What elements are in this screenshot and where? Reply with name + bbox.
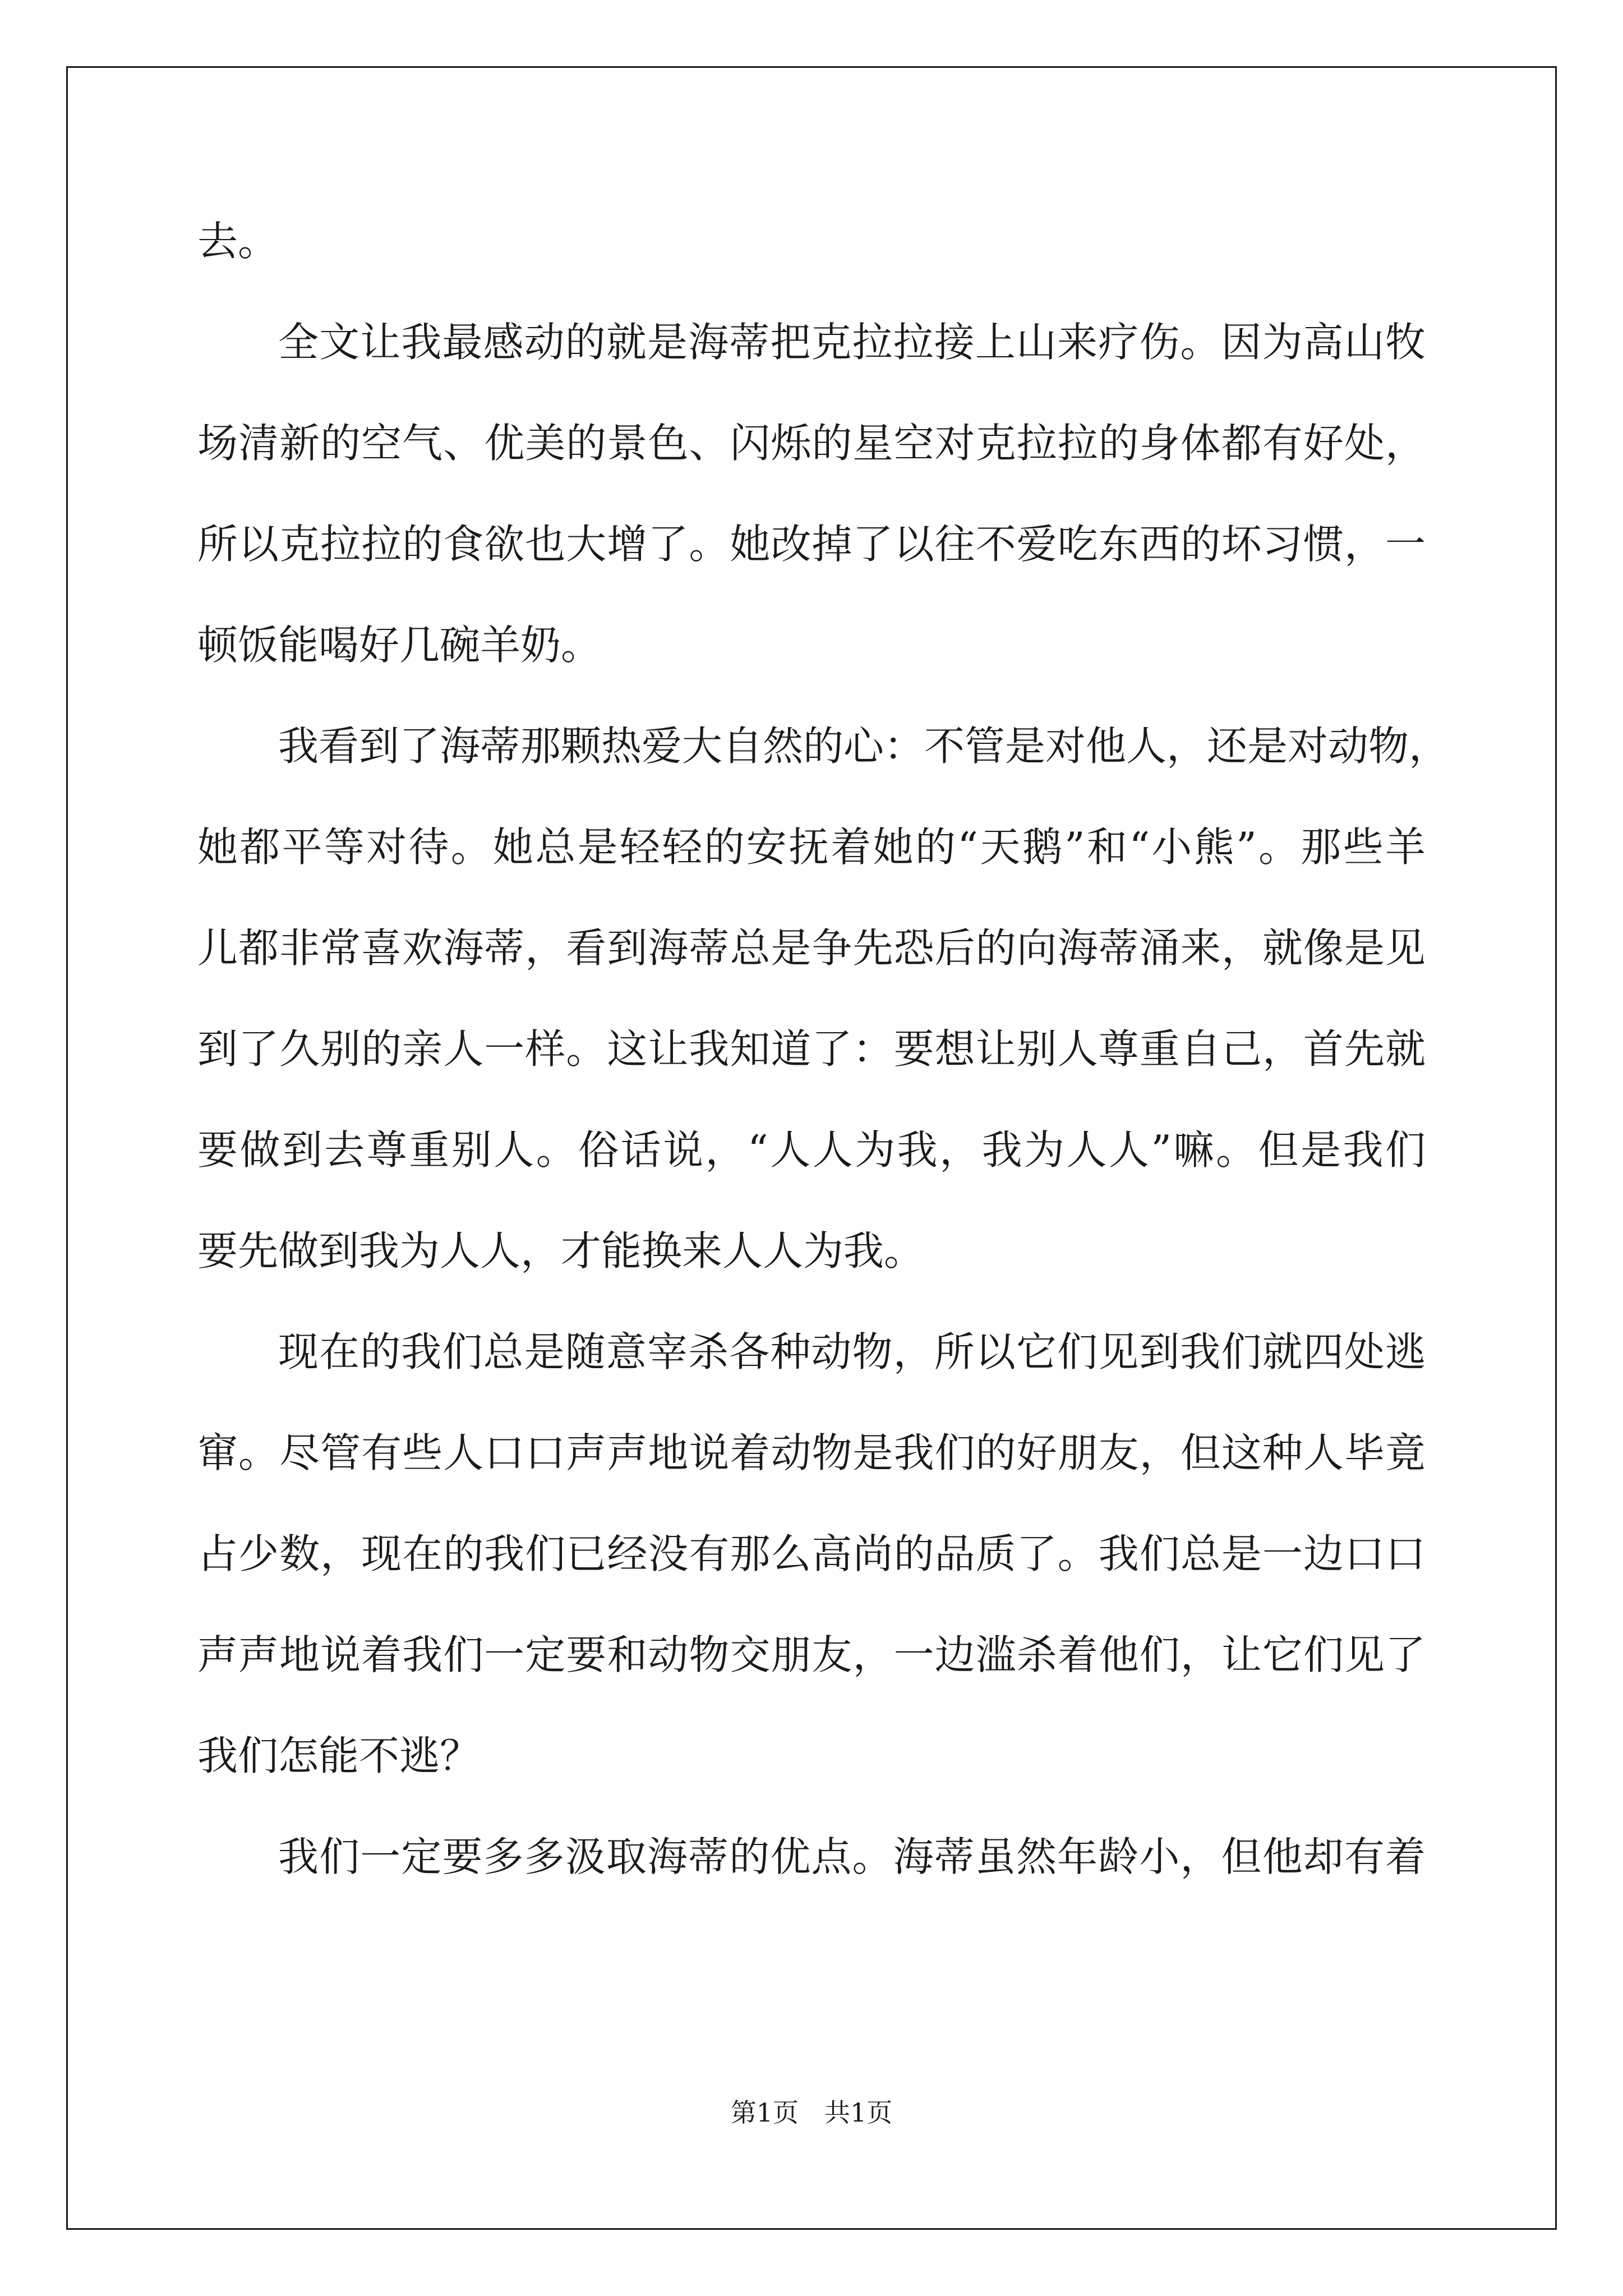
text-line: 所以克拉拉的食欲也大增了。她改掉了以往不爱吃东西的坏习惯，一 xyxy=(197,521,1426,568)
text-line: 要做到去尊重别人。俗话说，“人人为我，我为人人”嘛。但是我们 xyxy=(197,1126,1426,1174)
text-line: 要先做到我为人人，才能换来人人为我。 xyxy=(197,1227,925,1274)
text-line: 顿饭能喝好几碗羊奶。 xyxy=(197,622,602,669)
text-line: 去。 xyxy=(197,218,279,265)
page-number-footer: 第1页 共1页 xyxy=(730,2097,893,2128)
text-line: 声声地说着我们一定要和动物交朋友，一边滥杀着他们，让它们见了 xyxy=(197,1631,1426,1678)
text-line: 到了久别的亲人一样。这让我知道了：要想让别人尊重自己，首先就 xyxy=(197,1025,1426,1073)
text-line: 场清新的空气、优美的景色、闪烁的星空对克拉拉的身体都有好处， xyxy=(197,420,1426,467)
text-line: 我们怎能不逃？ xyxy=(197,1732,481,1779)
text-line: 儿都非常喜欢海蒂，看到海蒂总是争先恐后的向海蒂涌来，就像是见 xyxy=(197,924,1426,972)
text-line: 窜。尽管有些人口口声声地说着动物是我们的好朋友，但这种人毕竟 xyxy=(197,1429,1426,1476)
document-body xyxy=(197,191,1450,1907)
text-line: 她都平等对待。她总是轻轻的安抚着她的“天鹅”和“小熊”。那些羊 xyxy=(197,823,1426,871)
text-line: 全文让我最感动的就是海蒂把克拉拉接上山来疗伤。因为高山牧 xyxy=(278,319,1426,366)
text-line: 占少数，现在的我们已经没有那么高尚的品质了。我们总是一边口口 xyxy=(197,1530,1426,1577)
text-line: 我们一定要多多汲取海蒂的优点。海蒂虽然年龄小，但他却有着 xyxy=(278,1833,1426,1880)
text-line: 现在的我们总是随意宰杀各种动物，所以它们见到我们就四处逃 xyxy=(278,1328,1426,1375)
text-line: 我看到了海蒂那颗热爱大自然的心：不管是对他人，还是对动物， xyxy=(278,723,1450,770)
